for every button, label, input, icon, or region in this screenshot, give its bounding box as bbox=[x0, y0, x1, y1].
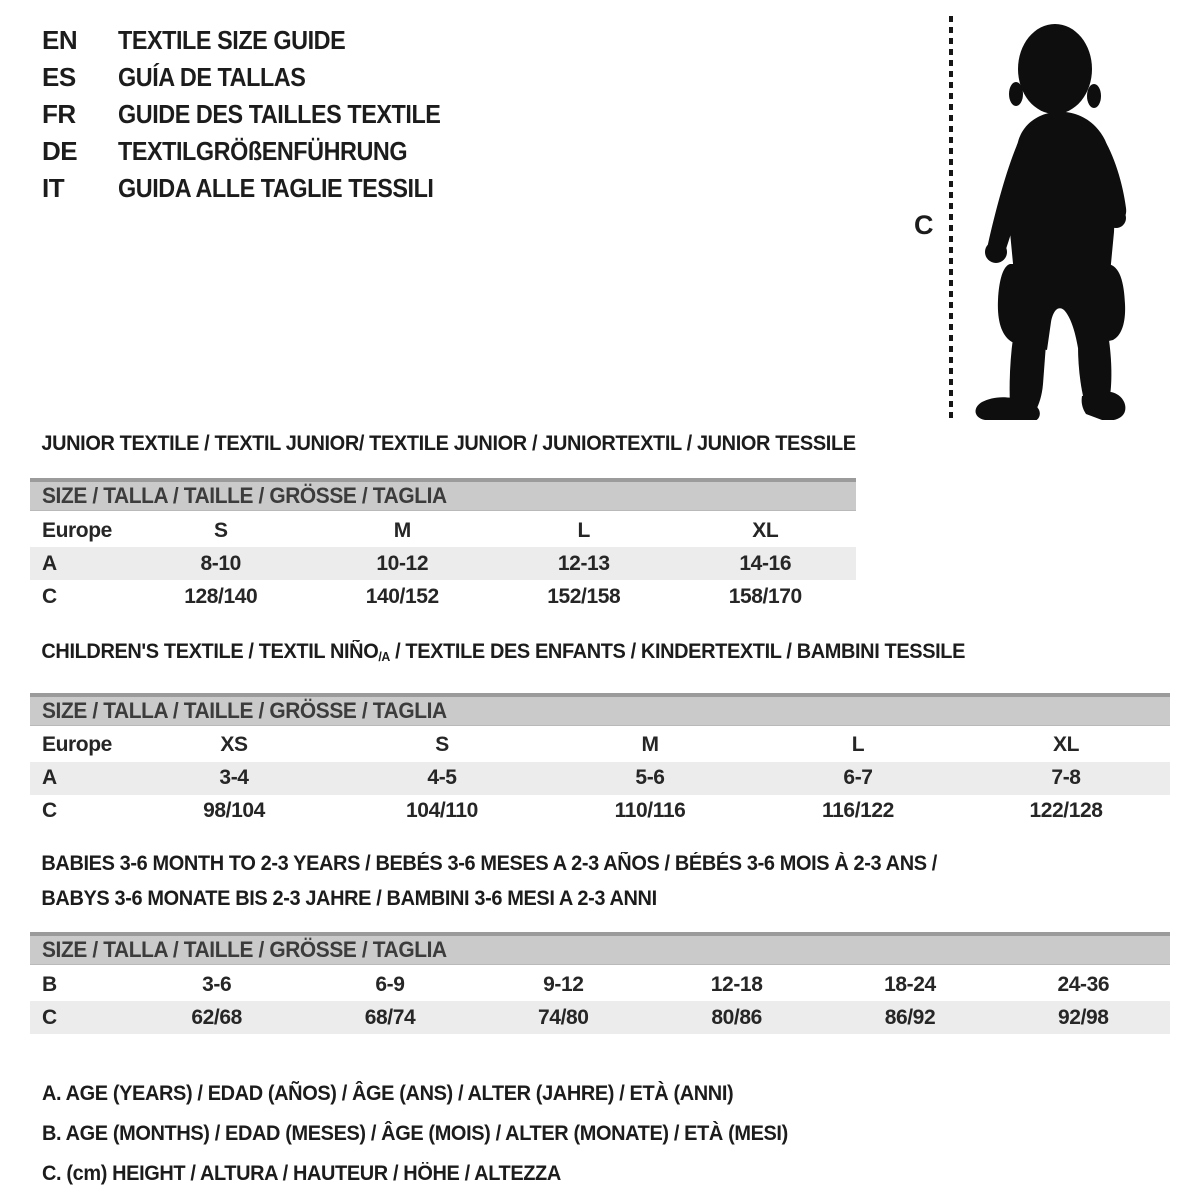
height-cell: 158/170 bbox=[728, 584, 802, 608]
row-label: A bbox=[42, 766, 57, 790]
children-section-title bbox=[30, 640, 1113, 669]
height-cell: 104/110 bbox=[406, 799, 478, 823]
lang-row-de bbox=[42, 133, 476, 170]
age-cell: 7-8 bbox=[1051, 766, 1081, 790]
section-babies-textile bbox=[30, 846, 1170, 1034]
size-cell: S bbox=[435, 733, 449, 757]
language-header bbox=[42, 22, 476, 207]
lang-row-en bbox=[42, 22, 476, 59]
babies-section-title-line2: BABYS 3-6 MONATE BIS 2-3 JAHRE / BAMBINI 3-6 MESI A 2-3 ANNI bbox=[41, 887, 657, 910]
height-measure-dashed-line bbox=[949, 16, 953, 418]
lang-code: IT bbox=[42, 173, 65, 203]
table-row bbox=[30, 968, 1170, 1001]
size-header-label: SIZE / TALLA / TAILLE / GRÖSSE / TAGLIA bbox=[42, 483, 447, 508]
size-cell: M bbox=[641, 733, 659, 757]
age-cell: 12-18 bbox=[710, 972, 763, 996]
age-cell: 9-12 bbox=[543, 972, 584, 996]
size-header-label: SIZE / TALLA / TAILLE / GRÖSSE / TAGLIA bbox=[42, 937, 447, 962]
legend-line-c: C. (cm) HEIGHT / ALTURA / HAUTEUR / HÖHE / ALTEZZA bbox=[42, 1162, 561, 1185]
height-cell: 80/86 bbox=[711, 1005, 762, 1029]
size-cell: L bbox=[577, 518, 590, 542]
guide-title-it: GUIDA ALLE TAGLIE TESSILI bbox=[118, 173, 434, 203]
row-label: A bbox=[42, 551, 57, 575]
row-label: C bbox=[42, 1005, 57, 1029]
row-label: B bbox=[42, 972, 57, 996]
size-cell: XL bbox=[752, 518, 779, 542]
size-cell: S bbox=[213, 518, 228, 542]
measure-c-label: C bbox=[914, 210, 934, 240]
junior-section-title: JUNIOR TEXTILE / TEXTIL JUNIOR/ TEXTILE JUNIOR / JUNIORTEXTIL / JUNIOR TESSILE bbox=[41, 432, 856, 455]
row-label: Europe bbox=[42, 518, 112, 542]
age-cell: 14-16 bbox=[739, 551, 792, 575]
height-cell: 92/98 bbox=[1058, 1005, 1109, 1029]
children-title-part: / TEXTILE DES ENFANTS / KINDERTEXTIL / BAMBINI TESSILE bbox=[389, 640, 966, 663]
lang-code: DE bbox=[42, 136, 78, 166]
babies-size-table bbox=[30, 932, 1170, 1034]
height-cell: 122/128 bbox=[1029, 799, 1103, 823]
table-row bbox=[30, 729, 1170, 762]
height-cell: 86/92 bbox=[884, 1005, 936, 1029]
children-title-subscript: /A bbox=[378, 648, 390, 664]
size-cell: XS bbox=[220, 733, 248, 757]
table-row bbox=[30, 795, 1170, 828]
age-cell: 18-24 bbox=[884, 972, 936, 996]
lang-row-it bbox=[42, 170, 476, 207]
table-row bbox=[30, 1001, 1170, 1034]
height-cell: 116/122 bbox=[822, 799, 894, 823]
table-row bbox=[30, 580, 856, 613]
age-cell: 6-7 bbox=[843, 766, 873, 790]
age-cell: 10-12 bbox=[376, 551, 429, 575]
size-header-band bbox=[30, 478, 856, 511]
size-cell: XL bbox=[1052, 733, 1080, 757]
height-cell: 110/116 bbox=[614, 799, 686, 823]
height-cell: 140/152 bbox=[365, 584, 439, 608]
legend-line-b: B. AGE (MONTHS) / EDAD (MESES) / ÂGE (MOIS) / ALTER (MONATE) / ETÀ (MESI) bbox=[42, 1122, 788, 1145]
table-row bbox=[30, 514, 856, 547]
size-header-band bbox=[30, 693, 1170, 726]
age-cell: 4-5 bbox=[427, 766, 457, 790]
height-cell: 62/68 bbox=[191, 1005, 242, 1029]
section-children-textile bbox=[30, 640, 1170, 828]
legend bbox=[42, 1074, 827, 1194]
height-cell: 152/158 bbox=[547, 584, 621, 608]
guide-title-fr: GUIDE DES TAILLES TEXTILE bbox=[118, 99, 441, 129]
row-label: C bbox=[42, 584, 57, 608]
size-header-label: SIZE / TALLA / TAILLE / GRÖSSE / TAGLIA bbox=[42, 697, 447, 723]
size-cell: M bbox=[393, 518, 411, 542]
age-cell: 8-10 bbox=[200, 551, 241, 575]
guide-title-de: TEXTILGRÖßENFÜHRUNG bbox=[118, 136, 408, 166]
children-size-table bbox=[30, 693, 1170, 828]
lang-code: FR bbox=[42, 99, 76, 129]
height-cell: 98/104 bbox=[203, 799, 265, 823]
age-cell: 12-13 bbox=[557, 551, 610, 575]
legend-line-a: A. AGE (YEARS) / EDAD (AÑOS) / ÂGE (ANS) / ALTER (JAHRE) / ETÀ (ANNI) bbox=[42, 1082, 734, 1105]
row-label: Europe bbox=[42, 733, 112, 757]
toddler-silhouette bbox=[958, 12, 1148, 420]
height-cell: 128/140 bbox=[184, 584, 258, 608]
guide-title-es: GUÍA DE TALLAS bbox=[118, 62, 306, 92]
children-title-part: CHILDREN'S TEXTILE / TEXTIL NIÑO bbox=[41, 640, 379, 663]
table-row bbox=[30, 762, 1170, 795]
lang-code: ES bbox=[42, 62, 76, 92]
height-cell: 74/80 bbox=[538, 1005, 589, 1029]
age-cell: 3-6 bbox=[202, 972, 232, 996]
lang-code: EN bbox=[42, 25, 78, 55]
row-label: C bbox=[42, 799, 57, 823]
age-cell: 6-9 bbox=[375, 972, 405, 996]
size-cell: L bbox=[851, 733, 865, 757]
guide-title-en: TEXTILE SIZE GUIDE bbox=[118, 25, 346, 55]
table-row bbox=[30, 547, 856, 580]
lang-row-fr bbox=[42, 96, 476, 133]
section-junior-textile bbox=[30, 432, 1170, 613]
age-cell: 24-36 bbox=[1057, 972, 1110, 996]
age-cell: 5-6 bbox=[635, 766, 665, 790]
age-cell: 3-4 bbox=[219, 766, 249, 790]
size-header-band bbox=[30, 932, 1170, 965]
lang-row-es bbox=[42, 59, 476, 96]
height-cell: 68/74 bbox=[364, 1005, 416, 1029]
junior-size-table bbox=[30, 478, 856, 613]
babies-section-title-line1: BABIES 3-6 MONTH TO 2-3 YEARS / BEBÉS 3-6 MESES A 2-3 AÑOS / BÉBÉS 3-6 MOIS À 2-3 ANS / bbox=[41, 852, 937, 875]
